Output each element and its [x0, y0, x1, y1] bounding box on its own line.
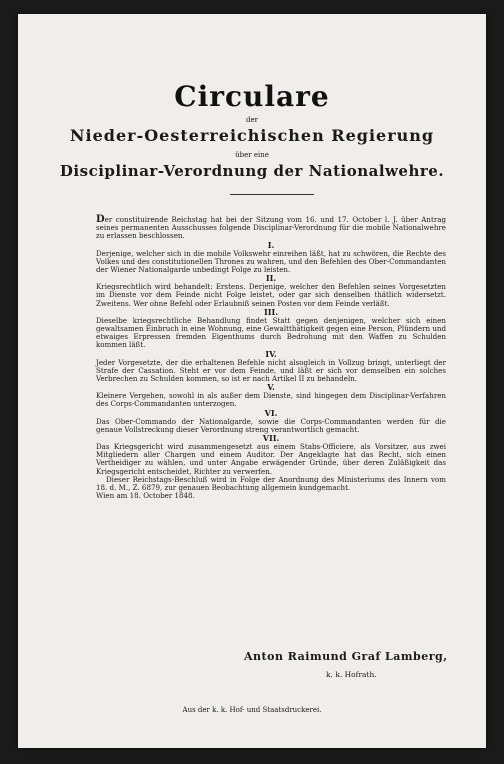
title-divider [230, 194, 314, 195]
section-number: VII. [262, 433, 280, 444]
closing-paragraph: Dieser Reichstags-Beschluß wird in Folge der Anordnung des Ministeriums des Innern vom 18. d. M., Z. 6879, zur genauen Beobachtung allgemein kundgemacht. [96, 474, 446, 493]
section-text: Das Kriegsgericht wird zusammengesetzt aus einem Stabs-Officiere, als Vorsitzer, aus zwei Mitgliedern aller Chargen und einem Auditor. Der Angeklagte hat das Recht, sich einen Vertheidiger zu wählen, und unter Angabe erwägender Gründe, über deren Zuläßigkeit das Kriegsgericht entscheidet, Richter zu verwerfen. [96, 442, 446, 476]
signatory-title: k. k. Hofrath. [326, 670, 377, 679]
document-body [96, 216, 446, 500]
section-number: II. [265, 273, 277, 284]
printer-imprint: Aus der k. k. Hof- und Staatsdruckerei. [182, 706, 322, 714]
intro-paragraph: Der constituirende Reichstag hat bei der Sitzung vom 16. und 17. October l. J. über Antrag seines permanenten Ausschusses folgende Disciplinar-Verordnung für die mobile Nationalwehre zu erlassen beschlossen. [96, 214, 446, 241]
section-text: Das Ober-Commando der Nationalgarde, sowie die Corps-Commandanten werden für die genaue Vollstreckung dieser Verordnung streng verantwortlich gemacht. [96, 416, 446, 434]
section-number: VI. [264, 407, 278, 418]
title-connector-ueber: über eine [235, 151, 269, 159]
section-text: Jeder Vorgesetzte, der die erhaltenen Befehle nicht alsogleich in Vollzug bringt, unterliegt der Strafe der Cassation. Steht er vor dem Feinde, und läßt er sich vor demselben ein solches Verbrechen zu Schulden kommen, so ist er nach Artikel II zu behandeln. [96, 357, 446, 384]
section-number: V. [267, 382, 275, 393]
section-text: Dieselbe kriegsrechtliche Behandlung findet Statt gegen denjenigen, welcher sich einen gewaltsamen Einbruch in eine Wohnung, eine Gewaltthätigkeit gegen eine Person, Plündern und etwaiges Erpressen fremden Eigenthums durch Bedrohung mit den Waffen zu Schulden kommen läßt. [96, 315, 446, 350]
date-line: Wien am 18. October 1848. [96, 491, 195, 501]
section-number: I. [267, 239, 275, 250]
document-sheet [18, 14, 486, 748]
section-number: IV. [265, 348, 277, 359]
section-text: Derjenige, welcher sich in die mobile Volkswehr einreihen läßt, hat zu schwören, die Rechte des Volkes und des constitutionellen Thrones zu wahren, und den Befehlen des Ober-Commandanten der Wiener Nationalgarde unbedingt Folge zu leisten. [96, 248, 446, 275]
issuing-authority: Nieder-Oesterreichischen Regierung [69, 126, 435, 145]
section-text: Kleinere Vergehen, sowohl in als außer dem Dienste, sind hingegen dem Disciplinar-Verfahren des Corps-Commandanten unterzogen. [96, 391, 446, 409]
title-connector-der: der [246, 116, 258, 124]
document-title: Circulare [174, 80, 330, 113]
section-text: Kriegsrechtlich wird behandelt: Erstens. Derjenige, welcher den Befehlen seines Vorgesetzten im Dienste vor dem Feinde nicht Folge leistet, oder gar sich denselben thätlich widersetzt. Zweitens. Wer ohne Befehl oder Erlaubniß seinen Posten vor dem Feinde verläßt. [96, 282, 446, 308]
signatory-name: Anton Raimund Graf Lamberg, [244, 650, 448, 663]
section-number: III. [263, 306, 278, 317]
document-subject: Disciplinar-Verordnung der Nationalwehre. [59, 162, 445, 180]
